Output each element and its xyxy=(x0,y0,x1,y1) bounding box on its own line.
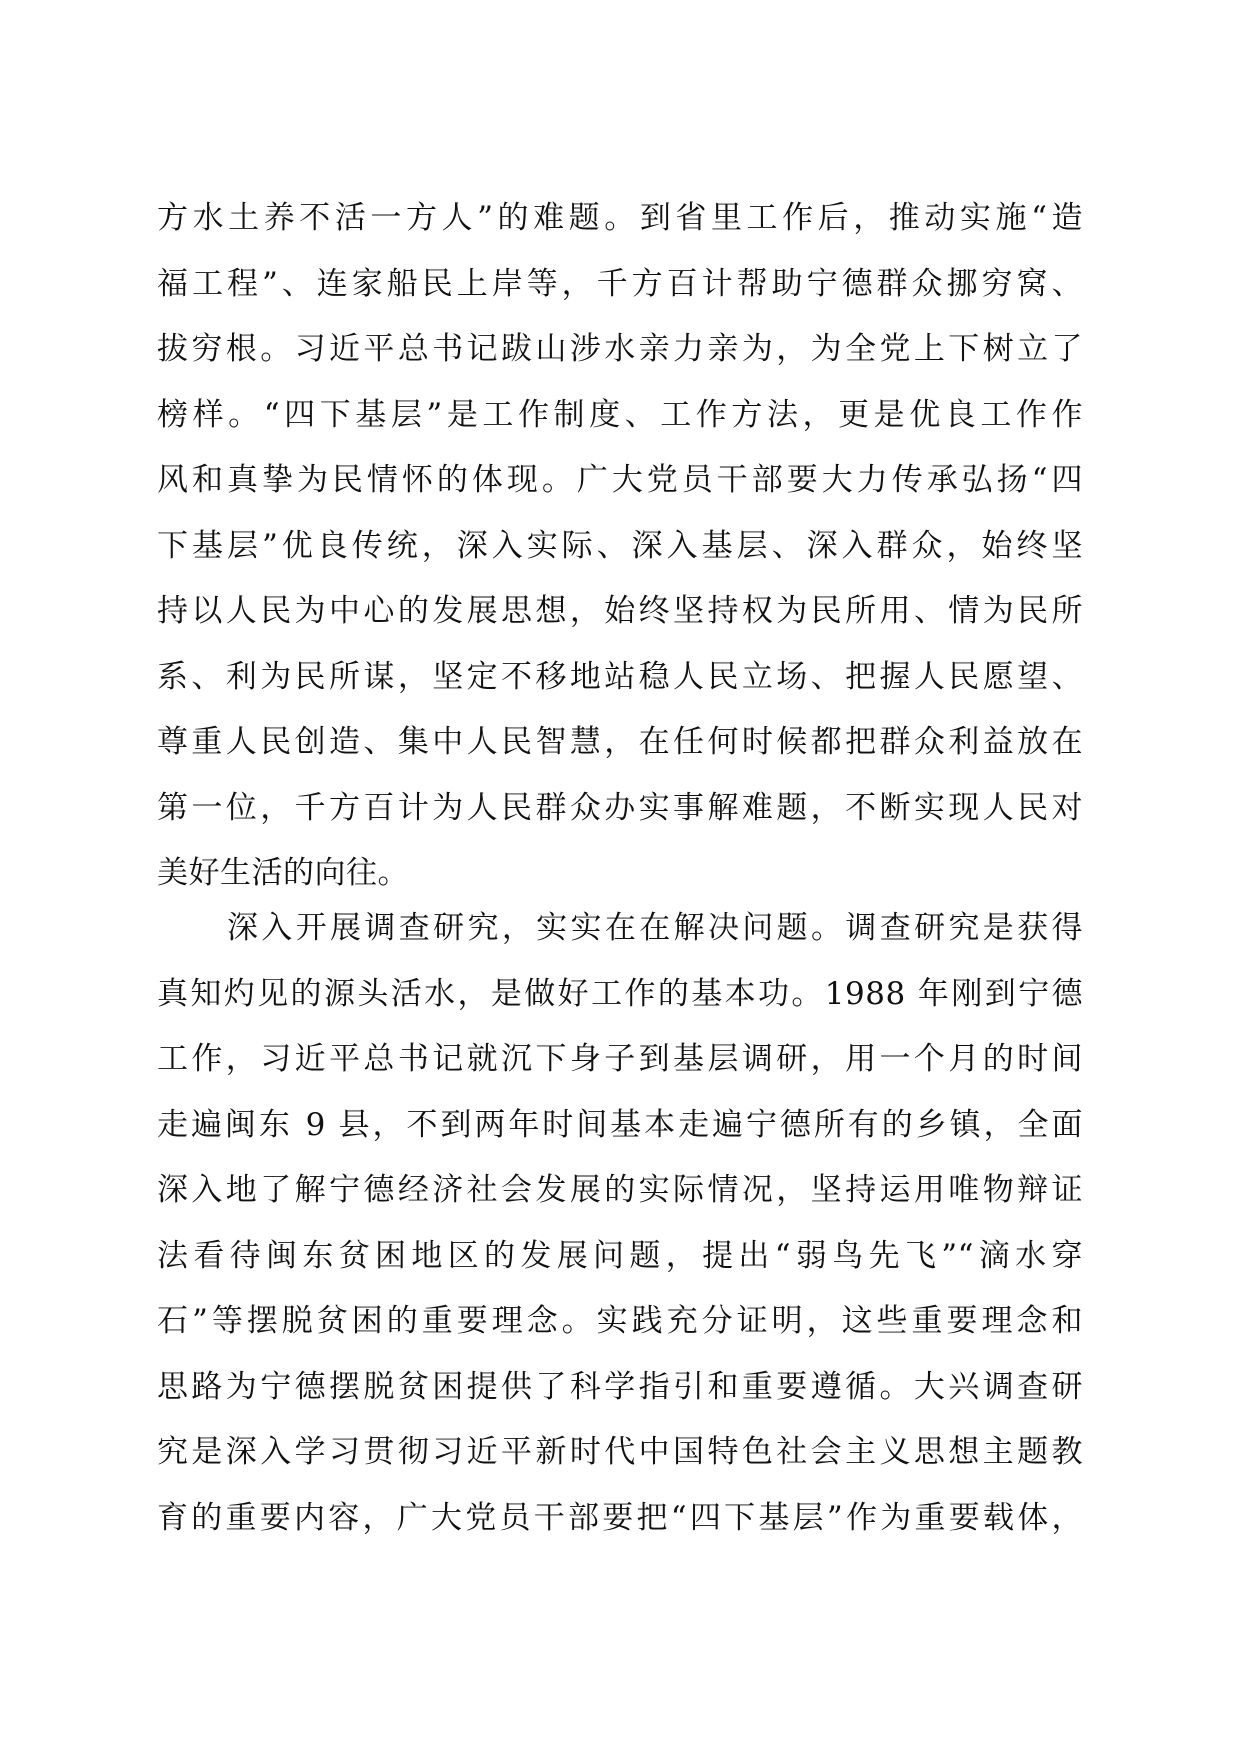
paragraph-2-line-9: 究是深入学习贯彻习近平新时代中国特色社会主义思想主题教 xyxy=(157,1434,1083,1470)
paragraph-2-line-6: 法看待闽东贫困地区的发展问题，提出“弱鸟先飞”“滴水穿 xyxy=(157,1237,1083,1274)
paragraph-1 xyxy=(157,186,1083,907)
paragraph-2-line-2: 真知灼见的源头活水，是做好工作的基本功。1988 年刚到宁德 xyxy=(157,975,1083,1012)
paragraph-1-line-6: 下基层”优良传统，深入实际、深入基层、深入群众，始终坚 xyxy=(157,527,1083,564)
paragraph-2 xyxy=(157,896,1083,1551)
paragraph-1-line-11: 美好生活的向往。 xyxy=(157,855,409,891)
paragraph-1-line-1: 方水土养不活一方人”的难题。到省里工作后，推动实施“造 xyxy=(157,200,1083,236)
paragraph-2-line-7: 石”等摆脱贫困的重要理念。实践充分证明，这些重要理念和 xyxy=(157,1303,1083,1339)
paragraph-1-line-8: 系、利为民所谋，坚定不移地站稳人民立场、把握人民愿望、 xyxy=(157,658,1083,695)
paragraph-1-line-9: 尊重人民创造、集中人民智慧，在任何时候都把群众利益放在 xyxy=(157,724,1083,760)
paragraph-1-line-4: 榜样。“四下基层”是工作制度、工作方法，更是优良工作作 xyxy=(157,396,1083,433)
paragraph-2-line-3: 工作，习近平总书记就沉下身子到基层调研，用一个月的时间 xyxy=(157,1041,1083,1077)
paragraph-1-line-3: 拔穷根。习近平总书记跋山涉水亲力亲为，为全党上下树立了 xyxy=(157,331,1083,367)
paragraph-1-line-5: 风和真挚为民情怀的体现。广大党员干部要大力传承弘扬“四 xyxy=(157,462,1083,498)
paragraph-2-line-10: 育的重要内容，广大党员干部要把“四下基层”作为重要载体， xyxy=(157,1499,1083,1536)
paragraph-2-line-8: 思路为宁德摆脱贫困提供了科学指引和重要遵循。大兴调查研 xyxy=(157,1368,1083,1405)
paragraph-2-line-5: 深入地了解宁德经济社会发展的实际情况，坚持运用唯物辩证 xyxy=(157,1172,1083,1208)
paragraph-2-line-4: 走遍闽东 9 县，不到两年时间基本走遍宁德所有的乡镇，全面 xyxy=(157,1106,1083,1143)
paragraph-1-line-10: 第一位，千方百计为人民群众办实事解难题，不断实现人民对 xyxy=(157,789,1083,826)
paragraph-1-line-2: 福工程”、连家船民上岸等，千方百计帮助宁德群众挪穷窝、 xyxy=(157,265,1083,302)
paragraph-1-line-7: 持以人民为中心的发展思想，始终坚持权为民所用、情为民所 xyxy=(157,593,1083,629)
paragraph-2-line-1: 深入开展调查研究，实实在在解决问题。调查研究是获得 xyxy=(227,910,1083,946)
